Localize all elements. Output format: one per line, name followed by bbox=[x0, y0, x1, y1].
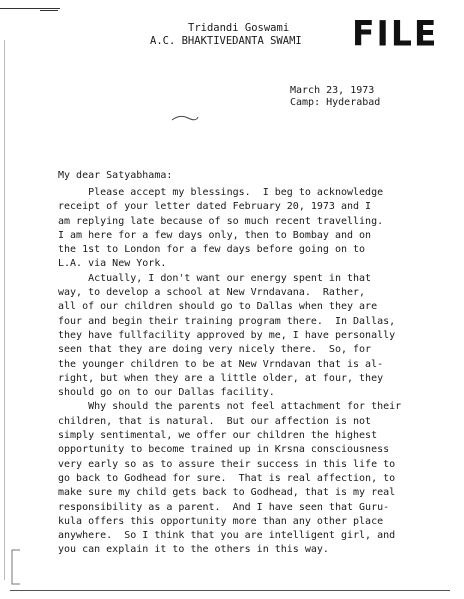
body-line: the 1st to London for a few days before going on to bbox=[58, 244, 366, 256]
body-line: children, that is natural. But our affection is not bbox=[58, 415, 372, 427]
letterhead-line-1: Tridandi Goswami bbox=[188, 22, 290, 34]
letterhead-line-2: A.C. BHAKTIVEDANTA SWAMI bbox=[150, 35, 302, 47]
place-line: Camp: Hyderabad bbox=[290, 97, 381, 108]
body-line: you can explain it to the others in this way. bbox=[58, 544, 329, 556]
date-line: March 23, 1973 bbox=[290, 85, 375, 96]
date-block bbox=[290, 85, 380, 109]
body-line: they have fullfacility approved by me, I have personally bbox=[58, 329, 396, 341]
body-line: Actually, I don't want our energy spent in that bbox=[58, 272, 372, 284]
scan-mark-top-left bbox=[0, 8, 60, 9]
body-line: responsibility as a parent. And I have seen that Guru- bbox=[58, 501, 390, 513]
body-line: go back to Godhead for sure. That is real affection, to bbox=[58, 472, 396, 484]
letter-body bbox=[58, 186, 448, 558]
body-line: L.A. via New York. bbox=[58, 258, 167, 270]
body-line: receipt of your letter dated February 20, 1973 and I bbox=[58, 201, 372, 213]
body-line: the younger children to be at New Vrndavan that is al- bbox=[58, 358, 384, 370]
body-line: right, but when they are a little older, at four, they bbox=[58, 372, 384, 384]
scan-mark-left-edge bbox=[4, 40, 5, 580]
body-line: should go on to our Dallas facility. bbox=[58, 387, 275, 399]
salutation: My dear Satyabhama: bbox=[58, 170, 173, 181]
body-line: opportunity to become trained up in Krsna consciousness bbox=[58, 444, 390, 456]
body-line: am replying late because of so much recent travelling. bbox=[58, 215, 384, 227]
body-line: Why should the parents not feel attachment for their bbox=[58, 401, 402, 413]
body-line: I am here for a few days only, then to Bombay and on bbox=[58, 229, 372, 241]
scan-mark-top-left-2 bbox=[40, 10, 58, 11]
body-line: four and begin their training program there. In Dallas, bbox=[58, 315, 396, 327]
body-line: kula offers this opportunity more than any other place bbox=[58, 515, 384, 527]
body-line: anywhere. So I think that you are intelligent girl, and bbox=[58, 530, 396, 542]
body-line: way, to develop a school at New Vrndavana. Rather, bbox=[58, 287, 366, 299]
body-line: very early so as to assure their success in this life to bbox=[58, 458, 396, 470]
body-line: seen that they are doing very nicely there. So, for bbox=[58, 344, 372, 356]
scan-mark-bottom bbox=[10, 590, 450, 591]
body-line: Please accept my blessings. I beg to acknowledge bbox=[58, 187, 384, 198]
bracket-mark bbox=[6, 548, 26, 588]
pen-mark bbox=[170, 112, 200, 124]
body-line: simply sentimental, we offer our children the highest bbox=[58, 430, 378, 442]
body-line: make sure my child gets back to Godhead, that is my real bbox=[58, 487, 396, 499]
body-line: all of our children should go to Dallas when they are bbox=[58, 301, 378, 313]
file-stamp: FILE bbox=[352, 13, 439, 54]
